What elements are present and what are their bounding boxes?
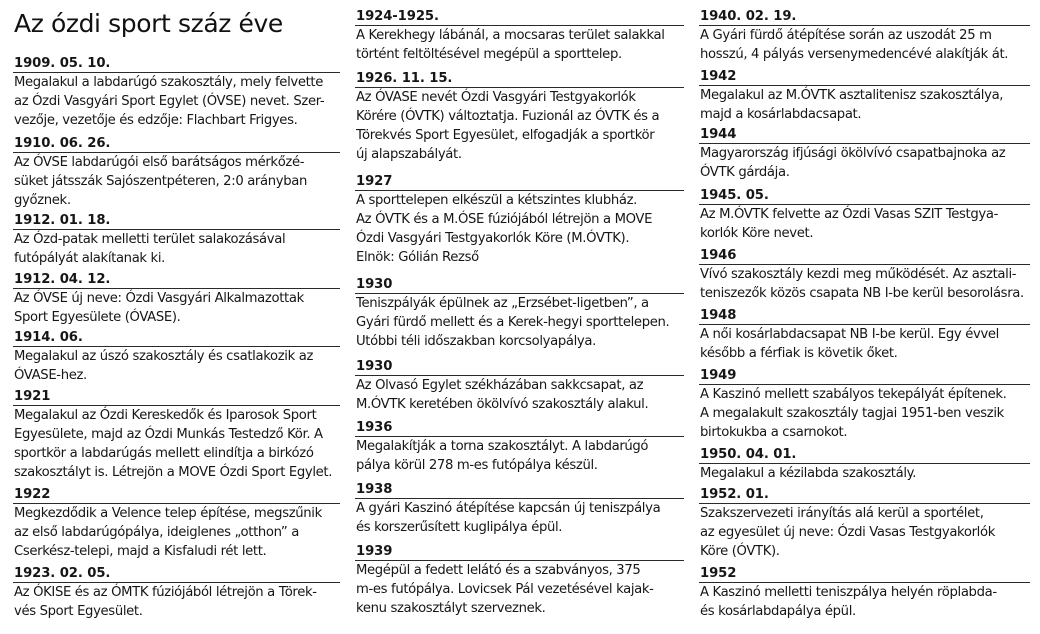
entry-text-line: Megépül a fedett lelátó és a szabványos, 375 xyxy=(356,563,641,578)
entry-date: 1923. 02. 05. xyxy=(13,566,340,583)
entry-text-line: A gyári Kaszinó átépítése kapcsán új teniszpálya xyxy=(356,501,661,516)
entry-date: 1952. 01. xyxy=(699,487,1030,504)
entry-date: 1950. 04. 01. xyxy=(699,447,1030,464)
entry-text-line: Törekvés Sport Egyesület, elfogadják a sportkör xyxy=(356,128,655,143)
entry-text-line: Megkezdődik a Velence telep építése, megszűnik xyxy=(14,506,322,521)
entry-text-line: A Kerekhegy lábánál, a mocsaras terület salakkal xyxy=(356,28,665,43)
entry-text-line: Cserkész-telepi, majd a Kisfaludi rét lett. xyxy=(14,544,267,559)
entry-text-line: A Kaszinó melletti teniszpálya helyén röplabda- xyxy=(700,585,997,600)
timeline-entry xyxy=(355,420,684,475)
entry-date: 1930 xyxy=(355,277,684,294)
timeline-entry xyxy=(13,330,340,385)
entry-date: 1926. 11. 15. xyxy=(355,71,684,88)
entry-text-line: vés Sport Egyesület. xyxy=(14,604,143,619)
entry-text-line: Szakszervezeti irányítás alá kerül a sportélet, xyxy=(700,506,984,521)
entry-text-line: ÓVTK gárdája. xyxy=(700,165,790,180)
entry-text-line: új alapszabályát. xyxy=(356,147,462,162)
timeline-entry xyxy=(13,389,340,482)
entry-date: 1940. 02. 19. xyxy=(699,9,1030,26)
entry-text-line: az Ózdi Vasgyári Sport Egylet (ÓVSE) nevet. Szer- xyxy=(14,94,325,109)
entry-text-line: Magyarország ifjúsági ökölvívó csapatbajnoka az xyxy=(700,146,1006,161)
entry-date: 1944 xyxy=(699,127,1030,144)
entry-text-line: Megalakul a labdarúgó szakosztály, mely felvette xyxy=(14,75,324,90)
entry-text-line: majd a kosárlabdacsapat. xyxy=(700,107,862,122)
timeline-entry xyxy=(699,248,1030,303)
timeline-entry xyxy=(355,544,684,618)
entry-date: 1912. 04. 12. xyxy=(13,272,340,289)
entry-date: 1949 xyxy=(699,368,1030,385)
entry-date: 1939 xyxy=(355,544,684,561)
entry-text-line: M.ÓVTK keretében ökölvívó szakosztály alakul. xyxy=(356,397,649,412)
timeline-entry xyxy=(699,69,1030,124)
timeline-entry xyxy=(355,359,684,414)
entry-text-line: ÓVASE-hez. xyxy=(14,368,87,383)
entry-text-line: Az Ózd-patak melletti terület salakozásával xyxy=(14,232,286,247)
entry-text-line: teniszezők közös csapata NB I-be kerül besorolásra. xyxy=(700,286,1024,301)
timeline-entry xyxy=(699,487,1030,561)
entry-text-line: Az ÓVTK és a M.ÓSE fúziójából létrejön a MOVE xyxy=(356,212,653,227)
entry-text-line: Megalakul az Ózdi Kereskedők és Iparosok Sport xyxy=(14,408,317,423)
timeline-entry xyxy=(699,368,1030,442)
entry-text-line: Elnök: Gólián Rezső xyxy=(356,250,479,265)
entry-date: 1945. 05. xyxy=(699,188,1030,205)
entry-date: 1927 xyxy=(355,174,684,191)
entry-date: 1946 xyxy=(699,248,1030,265)
entry-text-line: hosszú, 4 pályás versenymedencévé alakítják át. xyxy=(700,47,1009,62)
entry-date: 1938 xyxy=(355,482,684,499)
entry-text-line: Egyesülete, majd az Ózdi Munkás Testedző Kör. A xyxy=(14,427,323,442)
entry-text-line: az első labdarúgópálya, ideiglenes „otthon” a xyxy=(14,525,299,540)
entry-text-line: A megalakult szakosztály tagjai 1951-ben veszik xyxy=(700,406,1004,421)
entry-date: 1914. 06. xyxy=(13,330,340,347)
entry-text-line: Megalakul az úszó szakosztály és csatlakozik az xyxy=(14,349,314,364)
timeline-entry xyxy=(355,9,684,64)
entry-text-line: süket játsszák Sajószentpéteren, 2:0 arányban xyxy=(14,174,307,189)
entry-text-line: Megalakul a kézilabda szakosztály. xyxy=(700,466,917,481)
entry-date: 1921 xyxy=(13,389,340,406)
timeline-entry xyxy=(13,213,340,268)
timeline-entry xyxy=(355,174,684,267)
timeline-entry xyxy=(13,136,340,210)
entry-text-line: A Gyári fürdő átépítése során az uszodát 25 m xyxy=(700,28,992,43)
timeline-entry xyxy=(699,447,1030,483)
entry-date: 1952 xyxy=(699,566,1030,583)
entry-text-line: győznek. xyxy=(14,193,71,208)
timeline-entry xyxy=(699,566,1030,621)
entry-date: 1909. 05. 10. xyxy=(13,56,340,73)
entry-date: 1922 xyxy=(13,487,340,504)
entry-text-line: pálya körül 278 m-es futópálya készül. xyxy=(356,458,598,473)
timeline-entry xyxy=(699,127,1030,182)
entry-text-line: A sporttelepen elkészül a kétszintes klubház. xyxy=(356,193,637,208)
entry-text-line: Az ÓKISE és az ÓMTK fúziójából létrejön a Törek- xyxy=(14,585,317,600)
timeline-entry xyxy=(13,272,340,327)
entry-text-line: Sport Egyesülete (ÓVASE). xyxy=(14,310,181,325)
entry-text-line: Az ÓVSE labdarúgói első barátságos mérkőzé- xyxy=(14,155,305,170)
entry-date: 1910. 06. 26. xyxy=(13,136,340,153)
entry-text-line: A Kaszinó mellett szabályos tekepályát építenek. xyxy=(700,387,1007,402)
entry-text-line: m-es futópálya. Lovicsek Pál vezetésével kajak- xyxy=(356,582,654,597)
entry-text-line: később a férfiak is követik őket. xyxy=(700,346,898,361)
entry-text-line: és kosárlabdapálya épül. xyxy=(700,604,856,619)
timeline-entry xyxy=(699,188,1030,243)
timeline-entry xyxy=(13,487,340,561)
entry-date: 1936 xyxy=(355,420,684,437)
entry-date: 1912. 01. 18. xyxy=(13,213,340,230)
entry-text-line: sportkör a labdarúgás mellett elindítja a birkózó xyxy=(14,446,314,461)
entry-text-line: Megalakul az M.ÓVTK asztalitenisz szakosztálya, xyxy=(700,88,1004,103)
entry-date: 1924-1925. xyxy=(355,9,684,26)
entry-text-line: Teniszpályák épülnek az „Erzsébet-ligetben”, a xyxy=(356,296,649,311)
entry-text-line: és korszerűsített kuglipálya épül. xyxy=(356,520,563,535)
entry-text-line: Ózdi Vasgyári Testgyakorlók Köre (M.ÓVTK). xyxy=(356,231,630,246)
entry-text-line: Megalakítják a torna szakosztályt. A labdarúgó xyxy=(356,439,649,454)
entry-date: 1930 xyxy=(355,359,684,376)
entry-text-line: korlók Köre nevet. xyxy=(700,226,814,241)
entry-text-line: futópályát alakítanak ki. xyxy=(14,251,165,266)
timeline-entry xyxy=(699,308,1030,363)
timeline-entry xyxy=(355,277,684,351)
timeline-entry xyxy=(699,9,1030,64)
entry-text-line: az egyesület új neve: Ózdi Vasas Testgyakorlók xyxy=(700,525,995,540)
entry-date: 1942 xyxy=(699,69,1030,86)
entry-text-line: történt feltöltésével megépül a sporttelep. xyxy=(356,47,622,62)
entry-text-line: Vívó szakosztály kezdi meg működését. Az asztali- xyxy=(700,267,1017,282)
entry-date: 1948 xyxy=(699,308,1030,325)
entry-text-line: A női kosárlabdacsapat NB I-be kerül. Egy évvel xyxy=(700,327,999,342)
timeline-entry xyxy=(13,566,340,621)
entry-text-line: Az ÓVASE nevét Ózdi Vasgyári Testgyakorlók xyxy=(356,90,636,105)
entry-text-line: vezője, vezetője és edzője: Flachbart Frigyes. xyxy=(14,113,298,128)
entry-text-line: Az ÓVSE új neve: Ózdi Vasgyári Alkalmazottak xyxy=(14,291,304,306)
entry-text-line: Az M.ÓVTK felvette az Ózdi Vasas SZIT Testgya- xyxy=(700,207,998,222)
entry-text-line: Utóbbi téli időszakban korcsolyapálya. xyxy=(356,334,596,349)
entry-text-line: Körére (ÓVTK) változtatja. Fuzionál az ÓVTK és a xyxy=(356,109,660,124)
timeline-entry xyxy=(355,482,684,537)
entry-text-line: birtokukba a csarnokot. xyxy=(700,425,848,440)
entry-text-line: szakosztályt is. Létrejön a MOVE Ózdi Sport Egylet. xyxy=(14,465,333,480)
entry-text-line: Gyári fürdő mellett és a Kerek-hegyi sporttelepen. xyxy=(356,315,670,330)
article-title: Az ózdi sport száz éve xyxy=(14,9,283,38)
entry-text-line: kenu szakosztályt szerveznek. xyxy=(356,601,546,616)
timeline-entry xyxy=(355,71,684,164)
entry-text-line: Az Olvasó Egylet székházában sakkcsapat, az xyxy=(356,378,644,393)
timeline-entry xyxy=(13,56,340,130)
entry-text-line: Köre (ÓVTK). xyxy=(700,544,780,559)
